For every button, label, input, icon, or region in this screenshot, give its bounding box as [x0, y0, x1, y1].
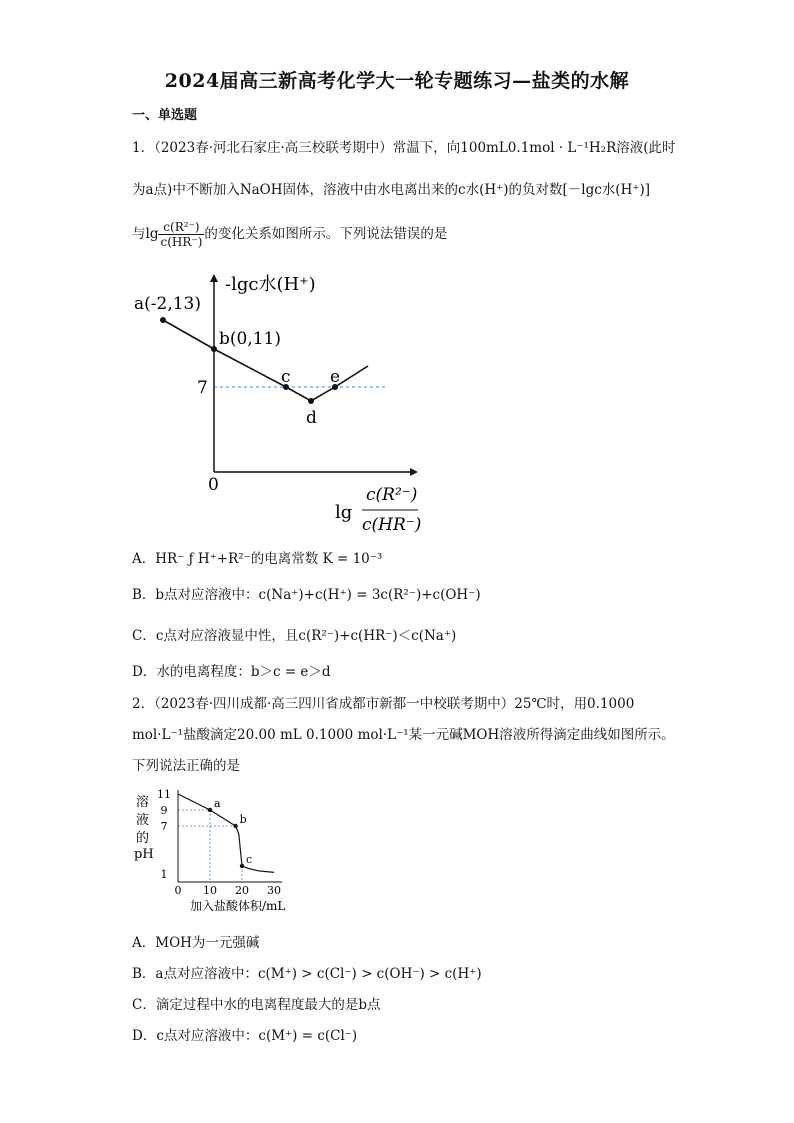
q1-point-d	[308, 398, 314, 404]
q1-stem-line3	[132, 220, 447, 249]
q1-x-num: c(R²⁻)	[366, 485, 418, 505]
q2-x-tick-label: 10	[203, 884, 217, 897]
q1-fraction	[158, 220, 204, 249]
q2-y-tick-label: 1	[160, 868, 168, 881]
q2-y-tick-label: 9	[160, 804, 168, 817]
q2-point-label-a: a	[214, 797, 221, 810]
q2-stem-line3: 下列说法正确的是	[132, 758, 240, 774]
q1-label-a: a(-2,13)	[134, 294, 201, 314]
q1-origin: 0	[208, 475, 219, 495]
q1-option-a[interactable]: A．HR⁻ ƒ H⁺+R²⁻的电离常数 K = 10⁻³	[132, 551, 383, 567]
q1-lg-prefix: 与lg	[132, 226, 159, 242]
q2-point-label-b: b	[239, 813, 247, 826]
q2-y-label-1: 溶	[136, 795, 150, 810]
q1-graph	[120, 262, 440, 542]
q1-point-b	[211, 346, 217, 352]
q1-frac-num: c(R²⁻)	[158, 220, 204, 235]
q2-titration-chart	[128, 786, 318, 916]
q2-point-a	[208, 808, 212, 812]
q2-y-label-3: 的	[136, 831, 150, 846]
q2-x-tick-label: 20	[235, 884, 249, 897]
q1-label-c: c	[281, 367, 291, 387]
q2-x-tick-label: 0	[174, 884, 182, 897]
q1-label-e: e	[330, 367, 341, 387]
q2-y-tick-label: 11	[157, 788, 171, 801]
q1-stem-line1: 1．（2023春·河北石家庄·高三校联考期中）常温下，向100mL0.1mol · L⁻¹H₂R溶液(此时	[132, 140, 676, 156]
q2-titration-curve	[178, 794, 274, 872]
q1-x-den: c(HR⁻)	[362, 515, 422, 535]
section-heading: 一、单选题	[132, 108, 198, 123]
q2-x-axis-label: 加入盐酸体积/mL	[190, 899, 286, 913]
q2-option-a[interactable]: A．MOH为一元强碱	[132, 935, 260, 951]
q1-label-b: b(0,11)	[219, 329, 281, 349]
q2-point-label-c: c	[246, 853, 253, 866]
q2-chart-plot	[157, 788, 282, 897]
q1-frac-den: c(HR⁻)	[160, 235, 203, 249]
q2-stem-line2: mol·L⁻¹盐酸滴定20.00 mL 0.1000 mol·L⁻¹某一元碱MOH溶液所得滴定曲线如图所示。	[132, 727, 675, 743]
q2-point-c	[240, 864, 244, 868]
q1-point-a	[160, 317, 166, 323]
q1-x-lg: lg	[335, 502, 353, 523]
q2-y-label-4: pH	[134, 847, 154, 862]
q1-line3-suffix: 的变化关系如图所示。下列说法错误的是	[204, 226, 448, 242]
q1-y-tick-7: 7	[197, 378, 208, 398]
q2-y-tick-label: 7	[160, 820, 168, 833]
q2-option-d[interactable]: D．c点对应溶液中：c(M⁺) = c(Cl⁻)	[132, 1028, 358, 1044]
q1-y-axis-label: -lgc水(H⁺)	[225, 274, 316, 295]
q2-x-tick-label: 30	[267, 884, 281, 897]
q2-option-b[interactable]: B．a点对应溶液中：c(M⁺) > c(Cl⁻) > c(OH⁻) > c(H⁺)	[132, 966, 482, 982]
q1-option-b[interactable]: B．b点对应溶液中：c(Na⁺)+c(H⁺) = 3c(R²⁻)+c(OH⁻)	[132, 587, 481, 603]
page-title: 2024届高三新高考化学大一轮专题练习—盐类的水解	[164, 70, 630, 92]
q1-label-d: d	[306, 408, 317, 428]
q2-option-c[interactable]: C．滴定过程中水的电离程度最大的是b点	[132, 997, 381, 1013]
q1-x-arrow-icon	[410, 468, 418, 476]
q1-stem-line2: 为a点)中不断加入NaOH固体，溶液中由水电离出来的c水(H⁺)的负对数[－lgc水(H⁺)]	[132, 182, 650, 198]
q1-y-arrow-icon	[210, 274, 218, 282]
q1-option-d[interactable]: D．水的电离程度：b＞c = e＞d	[132, 664, 331, 680]
q2-stem-line1: 2．（2023春·四川成都·高三四川省成都市新都一中校联考期中）25℃时，用0.1000	[132, 696, 635, 712]
q2-y-label-2: 液	[136, 813, 150, 828]
q1-option-c[interactable]: C．c点对应溶液显中性，且c(R²⁻)+c(HR⁻)＜c(Na⁺)	[132, 628, 457, 644]
q2-point-b	[233, 824, 237, 828]
